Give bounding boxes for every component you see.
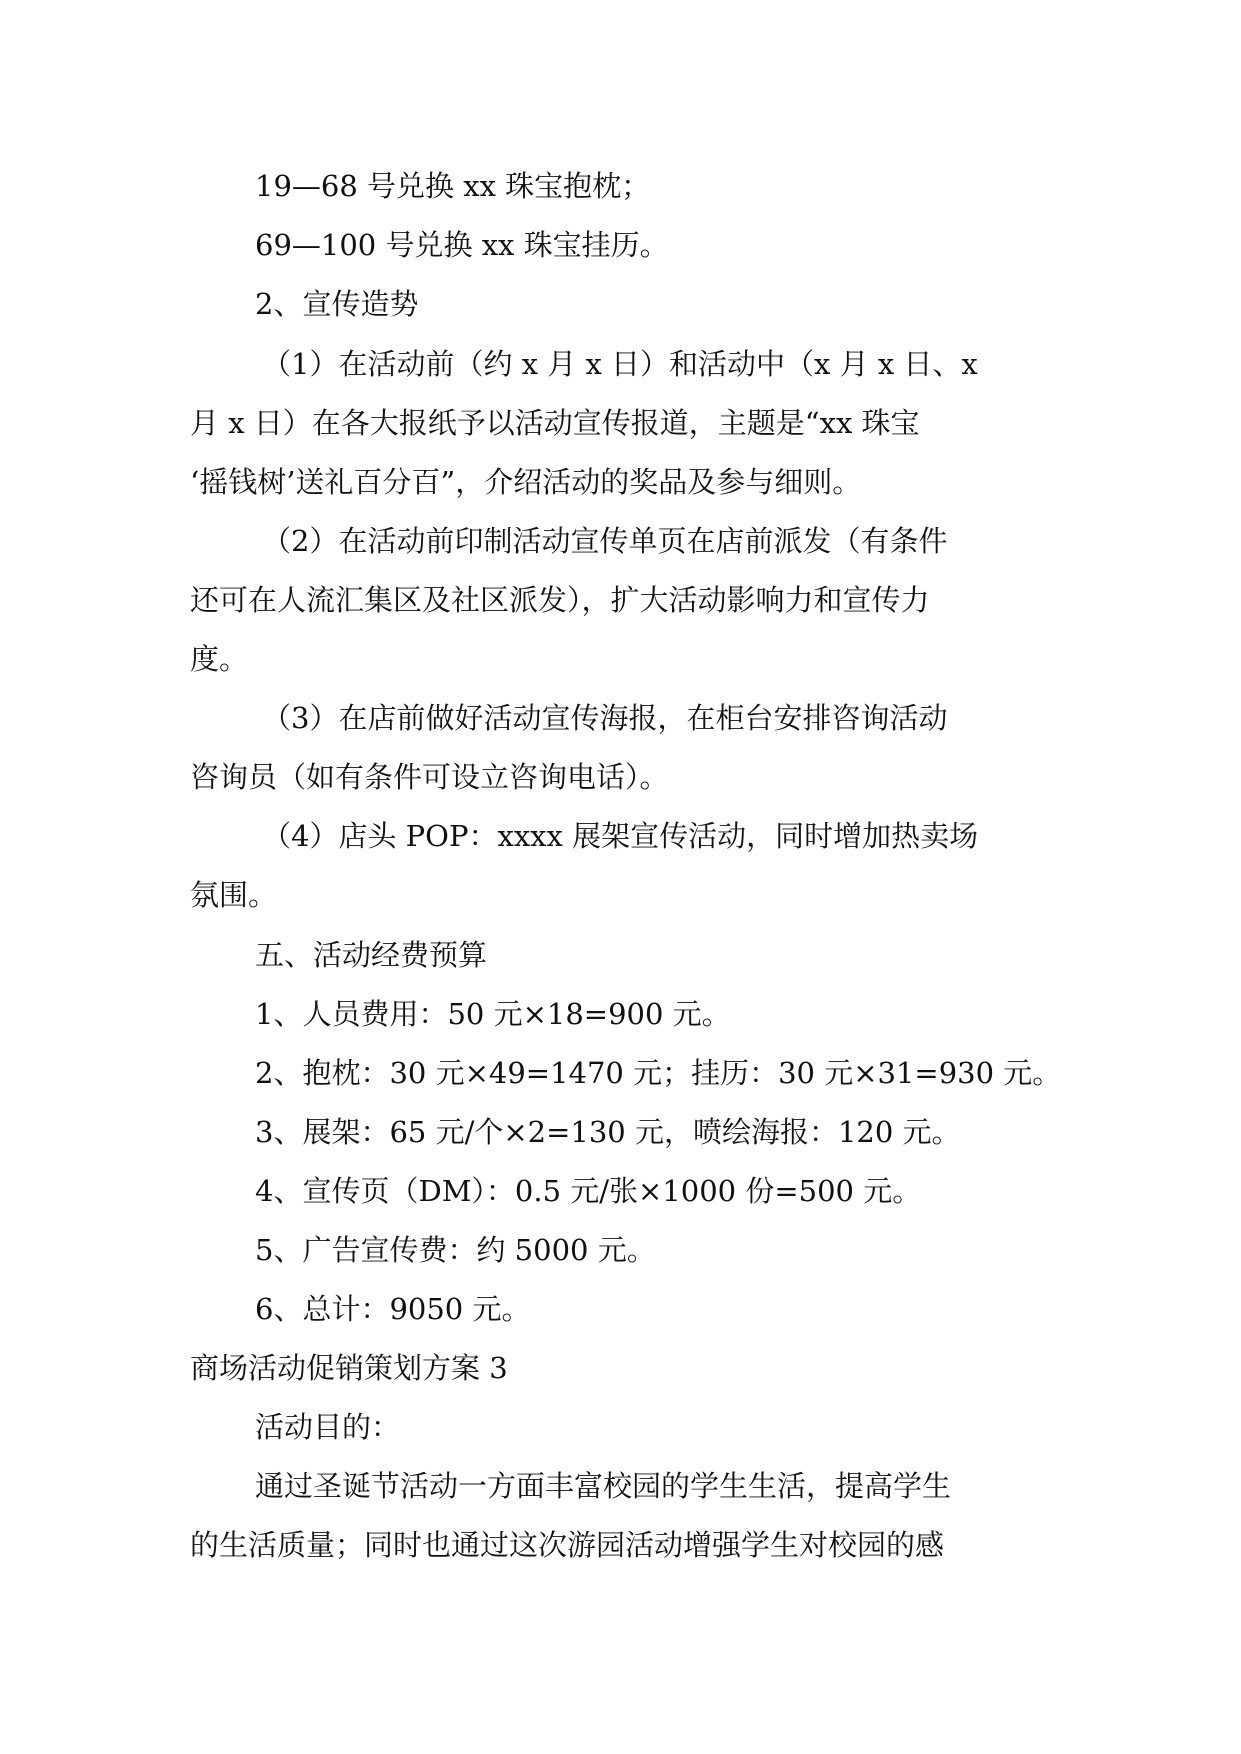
text-line: 咨询员（如有条件可设立咨询电话）。 [190,760,669,794]
text-line: 氛围。 [190,878,278,912]
text-line: 19—68 号兑换 xx 珠宝抱枕； [255,169,651,203]
section-heading: 活动目的： [255,1410,401,1444]
text-line: （1）在活动前（约 x 月 x 日）和活动中（x 月 x 日、x [262,347,978,381]
section-heading: 2、宣传造势 [255,287,419,321]
budget-item: 2、抱枕：30 元×49=1470 元；挂历：30 元×31=930 元。 [255,1056,1062,1090]
text-line: 的生活质量；同时也通过这次游园活动增强学生对校园的感 [190,1528,945,1562]
text-line: ‘摇钱树’送礼百分百”，介绍活动的奖品及参与细则。 [190,465,862,499]
budget-item: 3、展架：65 元/个×2=130 元，喷绘海报：120 元。 [255,1115,961,1149]
budget-total: 6、总计：9050 元。 [255,1292,531,1326]
budget-item: 1、人员费用：50 元×18=900 元。 [255,997,731,1031]
text-line: （3）在店前做好活动宣传海报，在柜台安排咨询活动 [262,701,948,735]
text-line: 还可在人流汇集区及社区派发），扩大活动影响力和宣传力 [190,583,930,617]
text-line: 通过圣诞节活动一方面丰富校园的学生生活，提高学生 [255,1469,952,1503]
budget-item: 4、宣传页（DM）：0.5 元/张×1000 份=500 元。 [255,1174,922,1208]
text-line: 月 x 日）在各大报纸予以活动宣传报道，主题是“xx 珠宝 [190,406,920,440]
text-line: 度。 [190,642,249,676]
document-title: 商场活动促销策划方案 3 [190,1351,508,1385]
section-heading: 五、活动经费预算 [255,938,488,972]
text-line: （4）店头 POP：xxxx 展架宣传活动，同时增加热卖场 [262,819,979,853]
budget-item: 5、广告宣传费：约 5000 元。 [255,1233,656,1267]
text-line: 69—100 号兑换 xx 珠宝挂历。 [255,228,669,262]
text-line: （2）在活动前印制活动宣传单页在店前派发（有条件 [262,524,948,558]
